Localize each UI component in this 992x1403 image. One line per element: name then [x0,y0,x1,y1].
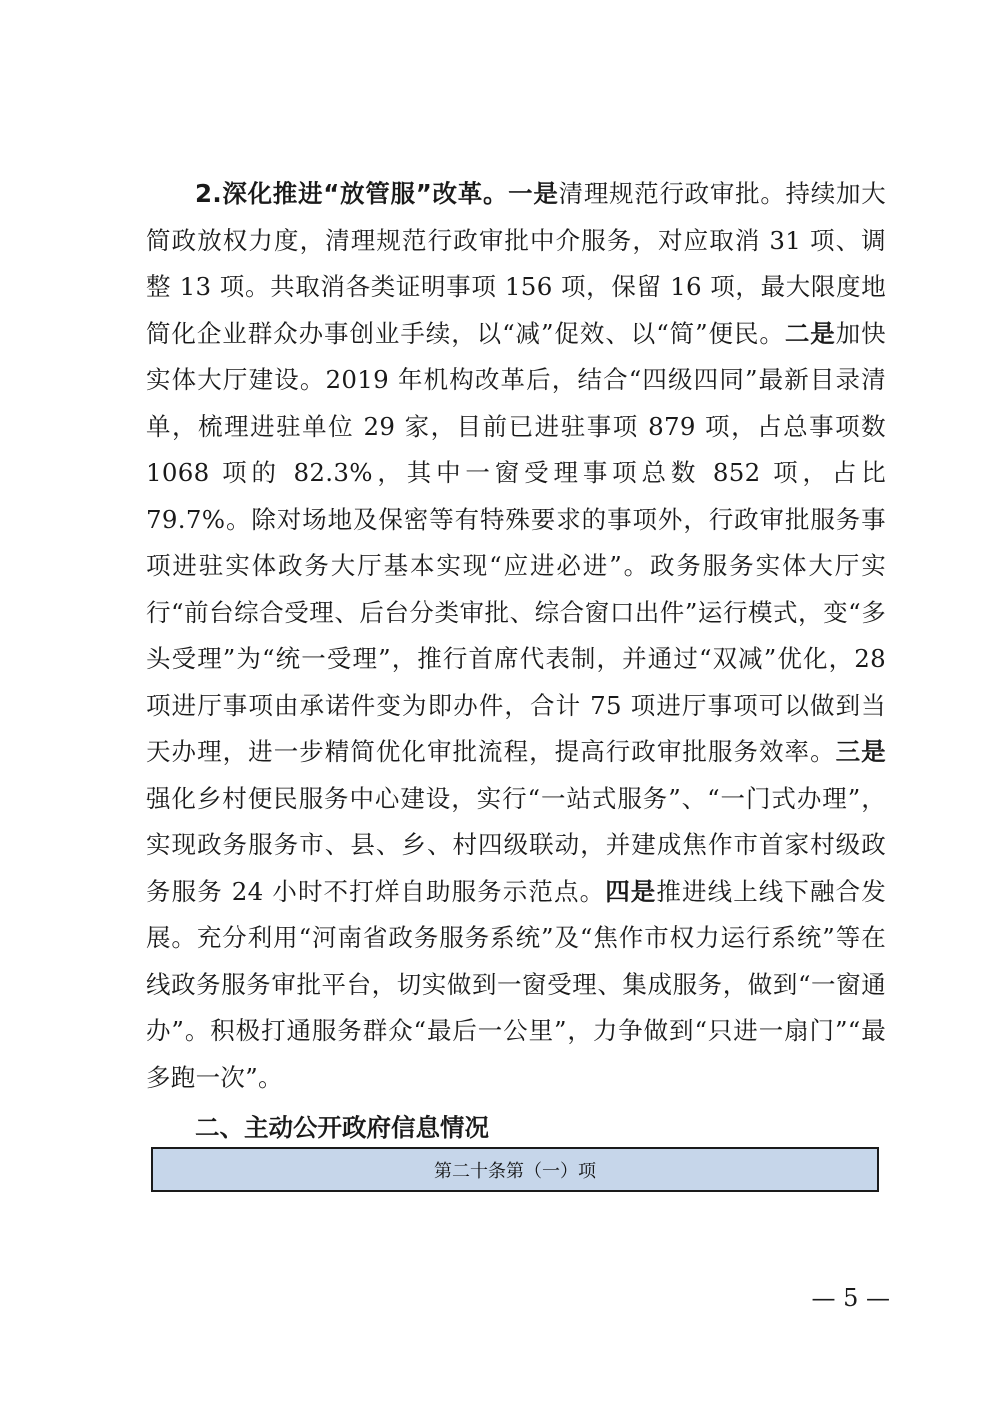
point-four-text: 推进线上线下融合发展。充分利用“河南省政务服务系统”及“焦作市权力运行系统”等在线政务服务审批平台，切实做到一窗受理、集成服务，做到“一窗通办”。积极打通服务群众“最后一公里”，力争做到“只进一扇门”“最多跑一次”。 [146,876,887,1092]
point-two-lead: 二是 [784,318,836,348]
point-two-text: 加快实体大厅建设。2019 年机构改革后，结合“四级四同”最新目录清单，梳理进驻单位 29 家，目前已进驻事项 879 项，占总事项数 1068 项的 82.3%，其中一窗受理事项总数 852 项，占比 79.7%。除对场地及保密等有特殊要求的事项外，行政审批服务事项进驻实体政务大厅基本实现“应进必进”。政务服务实体大厅实行“前台综合受理、后台分类审批、综合窗口出件”运行模式，变“多头受理”为“统一受理”，推行首席代表制，并通过“双减”优化，28 项进厅事项由承诺件变为即办件，合计 75 项进厅事项可以做到当天办理，进一步精简优化审批流程，提高行政审批服务效率。 [146,318,886,766]
section-heading: 二、主动公开政府信息情况 [195,1113,489,1142]
point-four-lead: 四是 [605,876,657,906]
point-three-lead: 三是 [835,737,886,766]
paragraph-fangguanfu-reform [146,171,886,1101]
article-reference-label: 第二十条第（一）项 [434,1160,596,1182]
point-one-text: 清理规范行政审批。持续加大简政放权力度，清理规范行政审批中介服务，对应取消 31 项、调整 13 项。共取消各类证明事项 156 项，保留 16 项，最大限度地简化企业群众办事创业手续，以“减”促效、以“简”便民。 [146,179,886,348]
point-three-text: 强化乡村便民服务中心建设，实行“一站式服务”、“一门式办理”，实现政务服务市、县、乡、村四级联动，并建成焦作市首家村级政务服务 24 小时不打烊自助服务示范点。 [146,783,886,906]
page-number: — 5 — [811,1284,890,1312]
paragraph-heading: 2.深化推进“放管服”改革。 [195,179,509,208]
document-body [146,171,886,1101]
point-one-lead: 一是 [508,179,559,208]
article-reference-box [151,1147,879,1192]
